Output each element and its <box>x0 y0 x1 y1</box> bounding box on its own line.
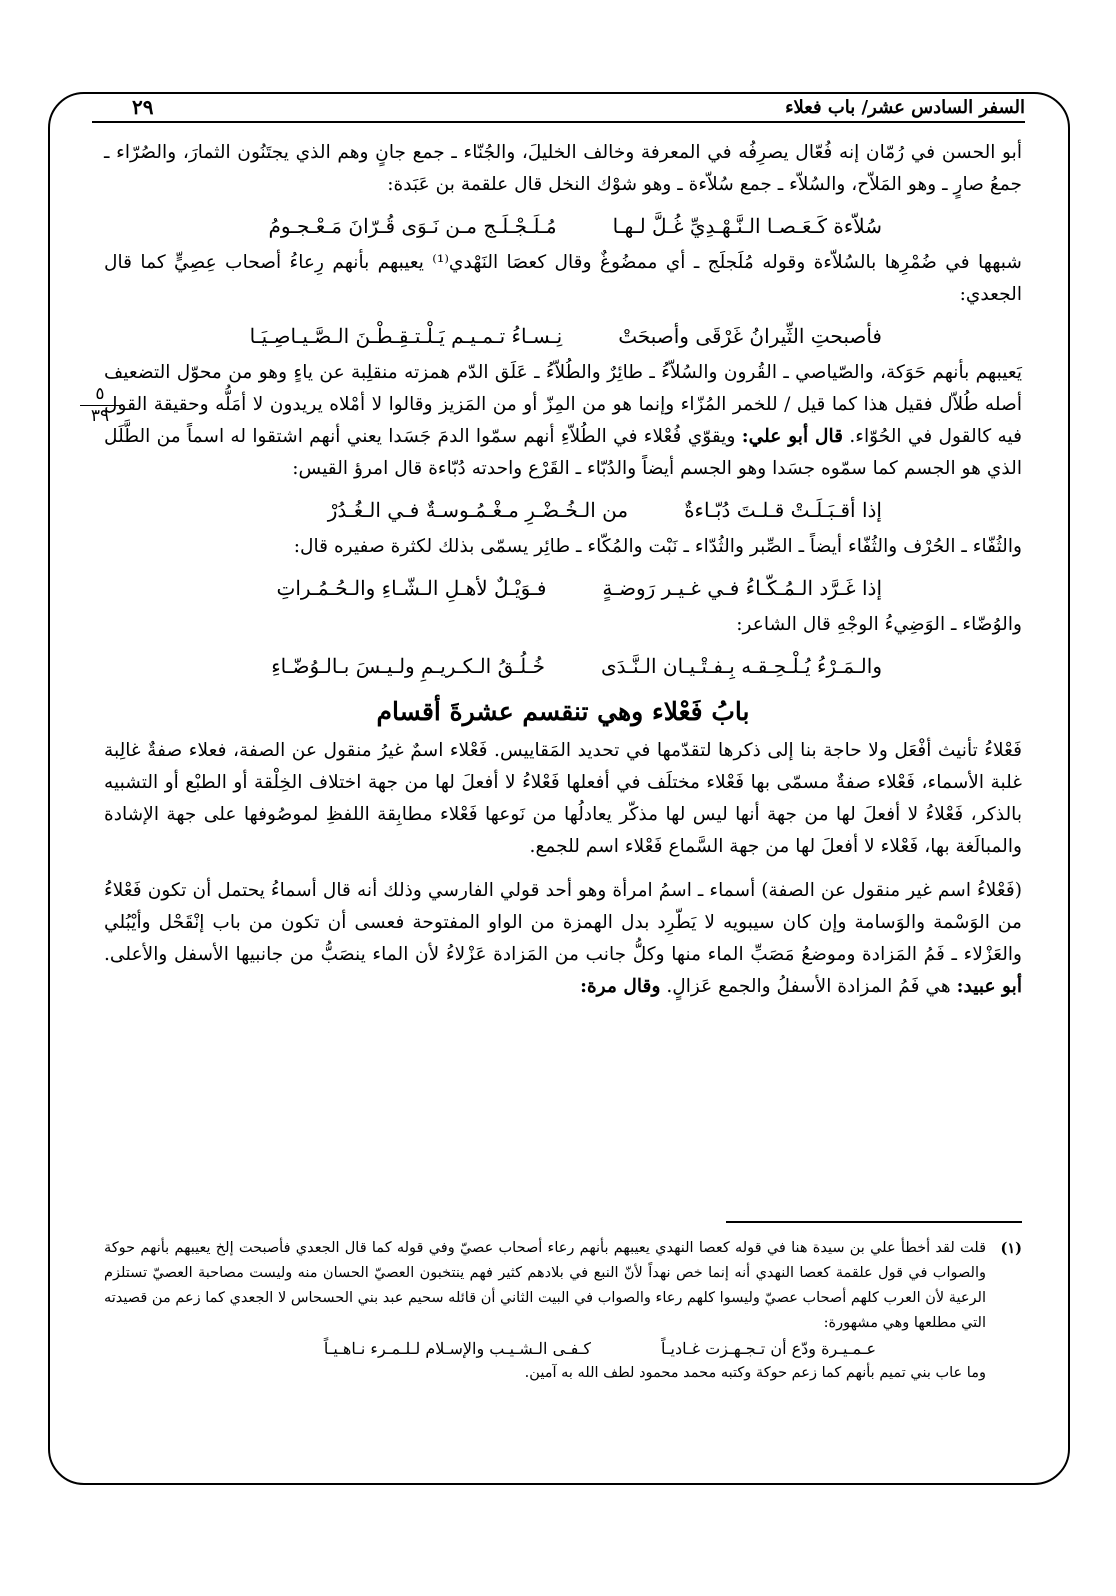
footnotes <box>104 1236 1022 1386</box>
paragraph: شبهها في ضُمْرِها بالسُلاّءة وقوله مُلَجلَج ـ أي ممضُوغٌ وقال كعصَا النَهْدي⁽¹⁾ يعيبهم بأنهم رِعاءُ أصحاب عِصِيٍّ كما قال الجعدي: <box>104 252 1022 305</box>
verse-line <box>104 493 1022 527</box>
verse-hemistich-right: فأصبحتِ الثِّيرانُ غَرْقَى وأصبحَتْ <box>618 324 882 348</box>
verse-hemistich-left: كـفـى الـشـيـب والإسـلام لـلـمـرء نـاهـيـاً <box>323 1339 591 1358</box>
margin-ref-volume: ٥ <box>80 384 120 406</box>
paragraph: والثُفّاء ـ الحُرْف والثُفّاء أيضاً ـ الصِّبر والثُدّاء ـ نَبْت والمُكّاء ـ طائِر يسمّى بذلك لكثرة صفيره قال: <box>293 536 1022 557</box>
verse-hemistich-right: إذا غَـرَّد الـمُـكّـاءُ فـي غـيـر رَوضـةٍ <box>602 576 882 600</box>
verse-line <box>104 319 1022 353</box>
verse-line <box>104 571 1022 605</box>
bold-citation: قال أبو علي: <box>741 426 844 447</box>
text-run: يَعيبهم بأنهم حَوَكة، والصّياصي ـ القُرون والسُلاّءُ ـ طائِرٌ والطُلاّءُ ـ عَلَق الدّم همزته منقلِبة عن ياءٍ وهو من محوّل التضعيف أصله طُلاّل فقيل هذا كما قيل / للخمر المُزّاء وإنما هو من المِزّ أو من المَزيز وقالوا لا أمْلاه يريدون لا أمَلُّه وحقيقة القول فيه كالقول في الحُوّاء. <box>104 362 1022 447</box>
page-number: ٢٩ <box>132 95 154 119</box>
verse-hemistich-left: نِـسـاءُ تـمـيـم يَـلْـتـقِـطْـنَ الـصَّـيـاصِـيَـا <box>249 324 563 348</box>
main-text <box>104 137 1022 1003</box>
text-run: (فَعْلاءُ اسم غير منقول عن الصفة) أسماء ـ اسمُ امرأة وهو أحد قولي الفارسي وذلك أنه قال أسماءُ يحتمل أن تكون فَعْلاءُ من الوَسْمة والوَسامة وإن كان سيبويه لا يَطّرِد بدل الهمزة من الواو المفتوحة فعسى أن تكون من باب إنْقَحْل وأيْبُلي والعَزْلاء ـ فَمُ المَزادة وموضعُ مَصَبِّ الماء منها وكلُّ جانب من المَزادة عَزْلاءُ لأن الماء ينصَبُّ من جانبيها الأسفل والأعلى. <box>104 880 1022 965</box>
footnote <box>104 1236 1022 1386</box>
paragraph <box>104 875 1022 1003</box>
text-run: هي فَمُ المزادة الأسفلُ والجمع عَزالٍ. <box>660 976 957 997</box>
verse-hemistich-right: إذا أقـبَـلَـتْ قـلـتَ دُبّـاءةٌ <box>684 498 882 522</box>
margin-ref-page: ٣٩ <box>90 406 110 426</box>
footnote-mark: (١) <box>1000 1240 1022 1257</box>
footnote-rule <box>726 1221 1022 1223</box>
verse-hemistich-right: عـمـيـرة ودّع أن تـجـهـزت غـاديـاً <box>660 1339 876 1358</box>
verse-line <box>104 649 1022 683</box>
footnote-closing: وما عاب بني تميم بأنهم كما زعم حوكة وكتبه محمد محمود لطف الله به آمين. <box>524 1365 986 1381</box>
paragraph: والوُضّاء ـ الوَضِيءُ الوجْهِ قال الشاعر: <box>736 614 1022 635</box>
section-title: بابُ فَعْلاء وهي تنقسم عشرةَ أقسام <box>376 697 750 726</box>
paragraph: فَعْلاءُ تأنيث أفْعَل ولا حاجة بنا إلى ذكرها لتقدّمها في تحديد المَقاييس. فَعْلاء اسمٌ غيرُ منقول عن الصفة، فعلاء صفةٌ غالِبة غلبة الأسماء، فَعْلاء صفةٌ مسمّى بها فَعْلاء مختلَف في أفعلها فَعْلاءُ لا أفعلَ لها من جهة اختلاف الخِلْقة أو الطبْع أو التشبيه بالذكر، فَعْلاءُ لا أفعلَ لها من جهة أنها ليس لها مذكّر يعادلُها من نَوعها فَعْلاء مطابِقة اللفظِ لموصُوفها على جهة الإشادة والمبالَغة بها، فَعْلاء لا أفعلَ لها من جهة السَّماع فَعْلاء اسم للجمع. <box>104 740 1022 857</box>
verse-hemistich-left: خُـلُـقُ الـكـريـمِ ولـيـسَ بـالـوُضّـاءِ <box>271 654 545 678</box>
paragraph <box>104 357 1022 485</box>
footnote-text: قلت لقد أخطأ علي بن سيدة هنا في قوله كعصا النهدي يعيبهم بأنهم رعاء أصحاب عصيّ وفي قوله كما قال الجعدي فأصبحت إلخ يعيبهم بأنهم حوكة والصواب في قول علقمة كعصا النهدي أنه إنما خص نهداً لأنّ النبع في بلادهم كثير فهم ينتخبون العصيّ الحسان منه وليست مصاحبة العصيّ تستلزم الرعية لأن العرب كلهم أصحاب عصيّ وليسوا كلهم رعاء والصواب في البيت الثاني أن قائله سحيم عبد بني الحسحاس لا الجعدي كما زعم من قصيدته التي مطلعها وهي مشهورة: <box>104 1240 986 1331</box>
verse-hemistich-left: فـوَيْـلٌ لأهـلِ الـشّـاءِ والـحُـمُـراتِ <box>276 576 547 600</box>
bold-citation: وقال مرة: <box>580 976 661 997</box>
running-title: السفر السادس عشر/ باب فعلاء <box>785 97 1025 118</box>
text-run: ويقوّي فُعْلاء في الطُلاّءِ أنهم سمّوا الدمَ جَسَدا يعني أنهم اشتقوا له اسماً من الطَّلَل الذي هو الجسم كما سمّوه جسَدا وهو الجسم أيضاً والدُبّاء ـ القَرْع واحدته دُبّاءة قال امرؤ القيس: <box>104 426 1022 479</box>
verse-hemistich-left: مُـلَـجْـلَـج مـن نَـوَى قُـرّانَ مَـعْـجـومُ <box>268 214 557 238</box>
verse-hemistich-right: سُلاّءة كَـعَـصـا الـنَّـهْـدِيِّ غُـلَّ لـهـا <box>612 214 882 238</box>
page-header <box>92 97 1025 123</box>
paragraph: أبو الحسن في رُمّان إنه فُعّال يصرِفُه في المعرفة وخالف الخليلَ، والجُنّاء ـ جمع جانٍ وهم الذي يجتَنُون الثمارَ، والصُرّاء ـ جمعُ صارٍ ـ وهو المَلاّح، والسُلاّء ـ جمع سُلاّءة ـ وهو شوْك النخل قال علقمة بن عَبَدة: <box>104 142 1022 195</box>
verse-line <box>104 209 1022 243</box>
bold-citation: أبو عبيد: <box>956 976 1022 997</box>
verse-hemistich-right: والـمَـرْءُ يُـلْـحِـقـه بِـفـتْـيـان الـنَّـدَى <box>600 654 882 678</box>
footnote-verse <box>104 1336 986 1361</box>
verse-hemistich-left: من الـخُـضْـرِ مـغْـمُـوسـةٌ فـي الـغُـدُرْ <box>327 498 629 522</box>
